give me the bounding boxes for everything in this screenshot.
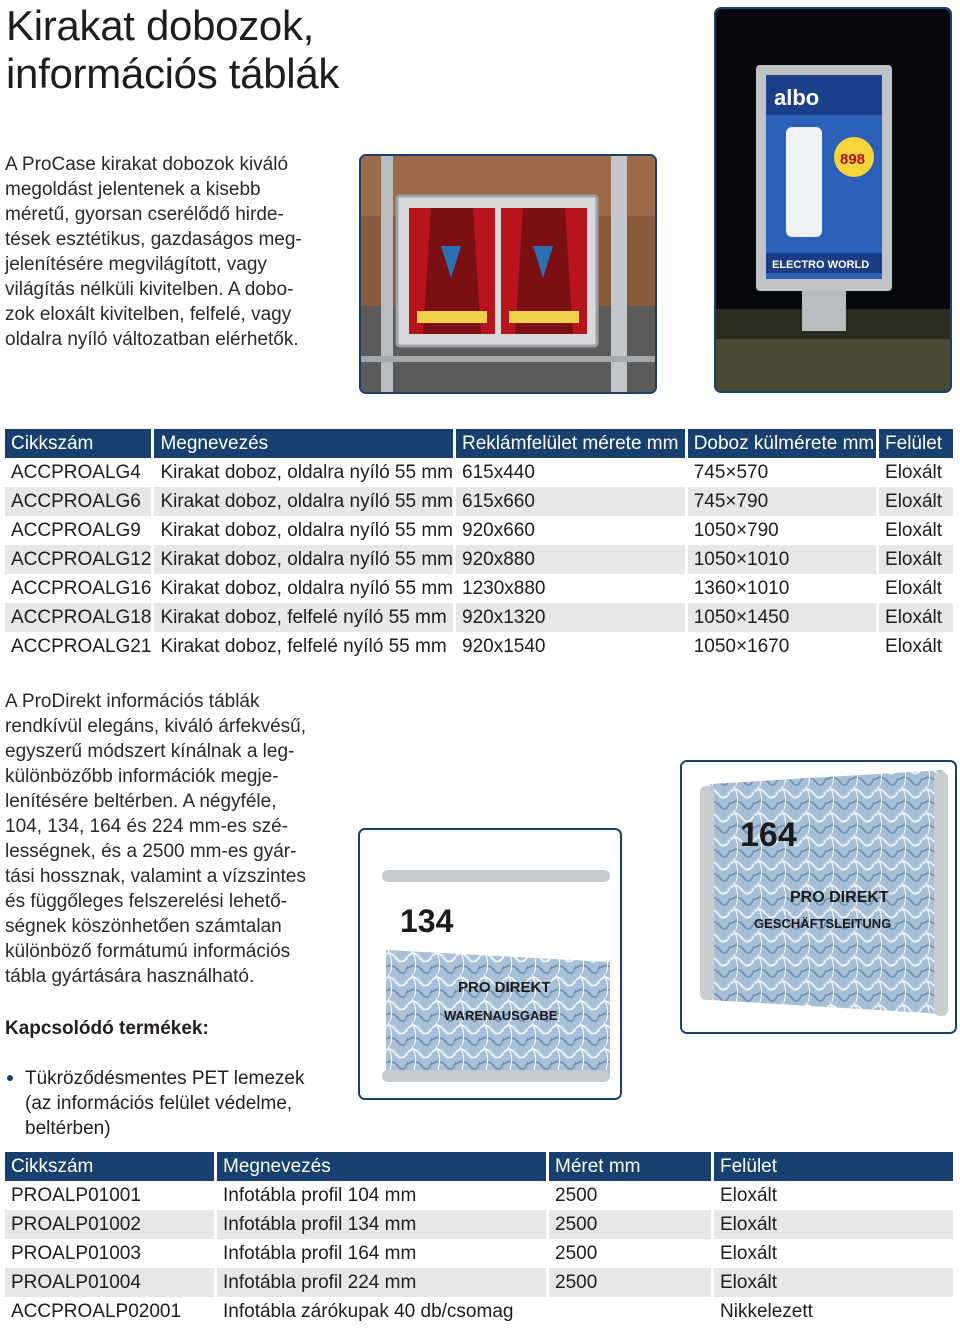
list-item-line: beltérben): [25, 1118, 111, 1139]
cell-finish: Eloxált: [879, 603, 953, 632]
cell-sku: ACCPROALG12: [5, 545, 154, 574]
list-item-line: Tükröződésmentes PET lemezek: [25, 1068, 305, 1089]
cell-name: Kirakat doboz, felfelé nyíló 55 mm: [154, 603, 456, 632]
cell-name: Infotábla zárókupak 40 db/csomag: [217, 1297, 549, 1326]
table-row: [5, 632, 953, 661]
sign-134-number: 134: [400, 903, 454, 939]
cell-sku: PROALP01001: [5, 1181, 217, 1210]
intro-line: tések esztétikus, gazdaságos meg-: [5, 229, 302, 250]
sign-164-brand: PRO DIREKT: [790, 889, 889, 906]
prodirekt-line: egyszerű módszert kínálnak a leg-: [5, 741, 295, 762]
cell-name: Infotábla profil 134 mm: [217, 1210, 549, 1239]
cell-size: 2500: [549, 1210, 714, 1239]
cell-ad-size: 920x660: [456, 516, 688, 545]
cell-name: Infotábla profil 104 mm: [217, 1181, 549, 1210]
intro-line: A ProCase kirakat dobozok kiváló: [5, 154, 289, 175]
list-item-line: (az információs felület védelme,: [25, 1093, 293, 1114]
prodirekt-paragraph: [5, 689, 345, 989]
table-row: [5, 1181, 953, 1210]
cell-name: Kirakat doboz, felfelé nyíló 55 mm: [154, 632, 456, 661]
cell-name: Kirakat doboz, oldalra nyíló 55 mm: [154, 574, 456, 603]
cell-finish: Eloxált: [879, 487, 953, 516]
lightbox-price: 898: [840, 151, 866, 168]
prodirekt-line: lenítésére beltérben. A négyféle,: [5, 791, 277, 812]
cell-sku: PROALP01002: [5, 1210, 217, 1239]
column-header: Felület: [879, 429, 953, 458]
intro-line: zok eloxált kivitelben, felfelé, vagy: [5, 304, 292, 325]
table-row: [5, 516, 953, 545]
column-header: Doboz külmérete mm: [688, 429, 879, 458]
cell-finish: Eloxált: [885, 635, 943, 657]
cell-finish: Eloxált: [885, 461, 943, 483]
column-header: Megnevezés: [217, 1152, 549, 1181]
showcase-box-photo: [359, 154, 657, 394]
prodirekt-line: rendkívül elegáns, kiváló árfekvésű,: [5, 716, 306, 737]
showcase-box-illustration: [361, 156, 655, 392]
cell-outer-size: 1050×1010: [688, 545, 879, 574]
cell-outer-size: 1360×1010: [688, 574, 879, 603]
lightbox-illustration: [716, 9, 950, 391]
cell-name: Kirakat doboz, oldalra nyíló 55 mm: [154, 516, 456, 545]
sign-164-photo: [680, 760, 957, 1034]
sign-164-number: 164: [740, 816, 797, 854]
cell-sku: ACCPROALG21: [5, 632, 154, 661]
title-line: Kirakat dobozok,: [6, 2, 315, 49]
cell-outer-size: 1050×1450: [688, 603, 879, 632]
related-products-list: [5, 1066, 305, 1141]
table-row: [5, 1268, 953, 1297]
table-header-row: [5, 1152, 953, 1181]
cell-sku: ACCPROALG6: [5, 487, 154, 516]
infoboard-table: [5, 1152, 953, 1326]
cell-ad-size: 920x1320: [456, 603, 688, 632]
cell-finish: Eloxált: [714, 1268, 953, 1297]
cell-name: Infotábla profil 224 mm: [217, 1268, 549, 1297]
cell-sku: PROALP01004: [5, 1268, 217, 1297]
table-row: [5, 487, 953, 516]
showcase-box-table: [5, 429, 953, 661]
table-row: [5, 545, 953, 574]
cell-name: Kirakat doboz, oldalra nyíló 55 mm: [154, 545, 456, 574]
cell-outer-size: 745×790: [688, 487, 879, 516]
cell-ad-size: 920x880: [456, 545, 688, 574]
prodirekt-line: A ProDirekt információs táblák: [5, 691, 260, 712]
column-header: Reklámfelület mérete mm: [456, 429, 688, 458]
table-header-row: [5, 429, 953, 458]
column-header: Cikkszám: [5, 1152, 217, 1181]
cell-sku: PROALP01003: [5, 1239, 217, 1268]
cell-sku: ACCPROALG18: [5, 603, 154, 632]
prodirekt-line: különböző formátumú információs: [5, 941, 291, 962]
lightbox-store: ELECTRO WORLD: [772, 259, 870, 271]
cell-sku: ACCPROALG16: [5, 574, 154, 603]
cell-size: 2500: [549, 1268, 714, 1297]
lightbox-photo: [714, 7, 952, 393]
cell-finish: Eloxált: [720, 1242, 778, 1264]
list-item: [5, 1066, 305, 1141]
table-row: [5, 574, 953, 603]
column-header: Cikkszám: [5, 429, 154, 458]
cell-ad-size: 615x440: [456, 458, 688, 487]
sign-134-brand: PRO DIREKT: [458, 979, 551, 996]
intro-line: méretű, gyorsan cserélődő hirde-: [5, 204, 284, 225]
sign-134-illustration: [360, 830, 620, 1098]
intro-line: megoldást jelentenek a kisebb: [5, 179, 261, 200]
intro-line: jelenítésére megvilágított, vagy: [5, 254, 267, 275]
table-row: [5, 1297, 953, 1326]
intro-paragraph: [5, 152, 345, 352]
prodirekt-line: különbözőbb információk megje-: [5, 766, 279, 787]
cell-name: Infotábla profil 164 mm: [217, 1239, 549, 1268]
prodirekt-line: lességnek, és a 2500 mm-es gyár-: [5, 841, 297, 862]
cell-size: [549, 1297, 714, 1326]
prodirekt-line: ségnek köszönhetően számtalan: [5, 916, 282, 937]
cell-sku: ACCPROALG9: [5, 516, 154, 545]
cell-finish: Nikkelezett: [720, 1300, 813, 1322]
sign-134-photo: [358, 828, 622, 1100]
prodirekt-line: tási hossznak, valamint a vízszintes: [5, 866, 306, 887]
table-row: [5, 1210, 953, 1239]
cell-name: Kirakat doboz, oldalra nyíló 55 mm: [154, 458, 456, 487]
title-line: információs táblák: [6, 50, 340, 97]
cell-outer-size: 745×570: [688, 458, 879, 487]
prodirekt-line: 104, 134, 164 és 224 mm-es szé-: [5, 816, 289, 837]
prodirekt-line: és függőleges felszerelési lehető-: [5, 891, 288, 912]
prodirekt-line: tábla gyártására használható.: [5, 966, 255, 987]
sign-134-label: WARENAUSGABE: [444, 1008, 558, 1023]
cell-outer-size: 1050×1670: [688, 632, 879, 661]
cell-outer-size: 1050×790: [688, 516, 879, 545]
column-header: Méret mm: [549, 1152, 714, 1181]
cell-name: Kirakat doboz, oldalra nyíló 55 mm: [154, 487, 456, 516]
cell-size: 2500: [549, 1239, 714, 1268]
column-header: Megnevezés: [154, 429, 456, 458]
cell-sku: ACCPROALG4: [5, 458, 154, 487]
column-header: Felület: [714, 1152, 953, 1181]
table-row: [5, 603, 953, 632]
sign-164-label: GESCHÄFTSLEITUNG: [754, 916, 892, 931]
cell-ad-size: 920x1540: [456, 632, 688, 661]
cell-finish: Eloxált: [885, 577, 943, 599]
intro-line: oldalra nyíló változatban elérhetők.: [5, 329, 299, 350]
cell-finish: Eloxált: [714, 1210, 953, 1239]
cell-sku: ACCPROALP02001: [5, 1297, 217, 1326]
cell-finish: Eloxált: [885, 519, 943, 541]
lightbox-brand: albo: [774, 85, 820, 110]
cell-finish: Eloxált: [720, 1184, 778, 1206]
table-row: [5, 458, 953, 487]
page-title: [6, 2, 339, 98]
intro-line: világítás nélküli kivitelben. A dobo-: [5, 279, 294, 300]
cell-size: 2500: [549, 1181, 714, 1210]
cell-ad-size: 615x660: [456, 487, 688, 516]
table-row: [5, 1239, 953, 1268]
related-products-heading: Kapcsolódó termékek:: [5, 1018, 209, 1039]
cell-ad-size: 1230x880: [456, 574, 688, 603]
sign-164-illustration: [682, 762, 955, 1032]
cell-finish: Eloxált: [879, 545, 953, 574]
